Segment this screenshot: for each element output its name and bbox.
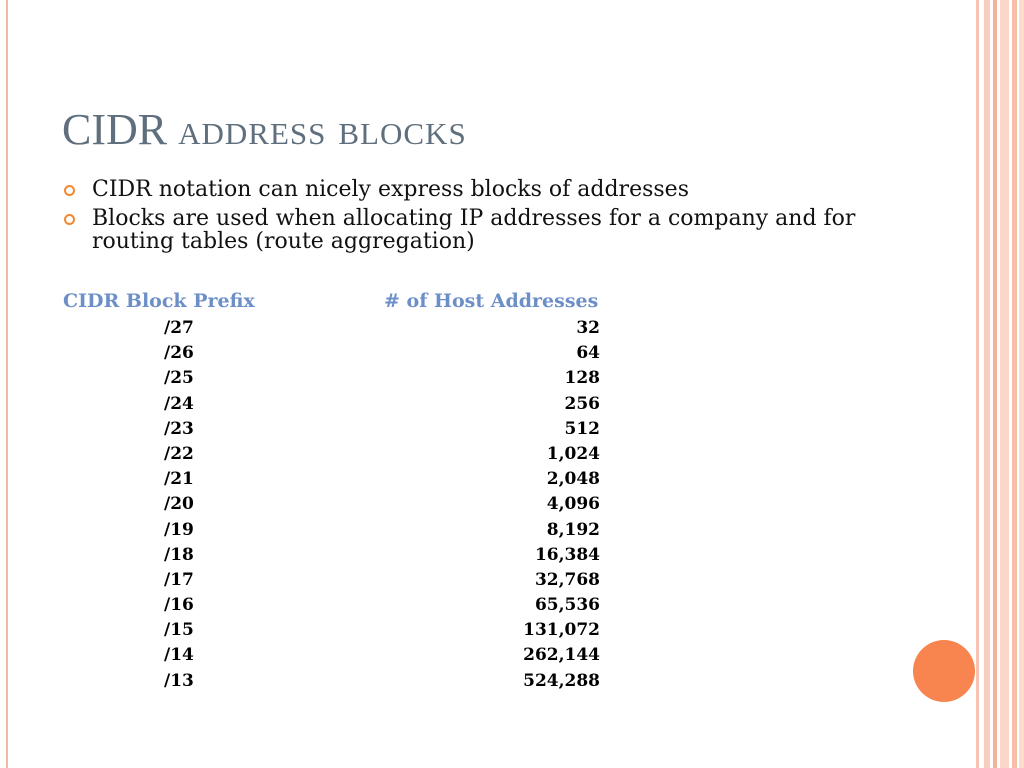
decorative-stripe (1019, 0, 1024, 768)
table-row (0, 568, 700, 593)
prefix-cell: /23 (164, 418, 194, 439)
hosts-cell: 262,144 (523, 645, 600, 666)
prefix-cell: /13 (164, 670, 194, 691)
prefix-cell: /15 (164, 620, 194, 641)
column-header-hosts: # of Host Addresses (384, 290, 599, 312)
decorative-circle (913, 640, 975, 702)
decorative-stripe (1012, 0, 1017, 768)
table-row (0, 341, 700, 366)
hosts-cell: 4,096 (546, 494, 600, 515)
hosts-cell: 128 (564, 368, 600, 389)
table-row (0, 442, 700, 467)
prefix-cell: /18 (164, 544, 194, 565)
column-header-prefix: CIDR Block Prefix (63, 290, 255, 312)
table-row (0, 366, 700, 391)
prefix-cell: /22 (164, 443, 194, 464)
table-row (0, 593, 700, 618)
hosts-cell: 16,384 (534, 544, 600, 565)
prefix-cell: /17 (164, 569, 194, 590)
hosts-cell: 512 (564, 418, 600, 439)
prefix-cell: /26 (164, 343, 194, 364)
hosts-cell: 32,768 (534, 569, 600, 590)
bullet-list (62, 178, 882, 259)
decorative-stripe (976, 0, 979, 768)
table-row (0, 492, 700, 517)
table-row (0, 316, 700, 341)
hosts-cell: 524,288 (523, 670, 600, 691)
prefix-cell: /21 (164, 469, 194, 490)
bullet-text: CIDR notation can nicely express blocks of addresses (92, 177, 689, 202)
bullet-item (62, 207, 882, 253)
decorative-stripe (984, 0, 990, 768)
ring-bullet-icon (64, 214, 75, 225)
prefix-cell: /19 (164, 519, 194, 540)
bullet-text: Blocks are used when allocating IP addresses for a company and for routing tables (route aggregation) (92, 206, 856, 254)
title-rest: address blocks (178, 105, 467, 154)
table-row (0, 518, 700, 543)
bullet-item (62, 178, 882, 201)
table-row (0, 392, 700, 417)
decorative-stripe (1000, 0, 1009, 768)
prefix-cell: /20 (164, 494, 194, 515)
prefix-cell: /16 (164, 595, 194, 616)
hosts-cell: 64 (576, 343, 600, 364)
table-row (0, 669, 700, 694)
hosts-cell: 65,536 (534, 595, 600, 616)
prefix-cell: /27 (164, 318, 194, 338)
prefix-cell: /25 (164, 368, 194, 389)
slide-title (62, 104, 467, 156)
hosts-cell: 256 (564, 393, 600, 414)
hosts-cell: 32 (576, 318, 600, 338)
decorative-stripe (993, 0, 997, 768)
table-row (0, 618, 700, 643)
prefix-cell: /24 (164, 393, 194, 414)
prefix-cell: /14 (164, 645, 194, 666)
hosts-cell: 131,072 (523, 620, 600, 641)
hosts-cell: 2,048 (546, 469, 600, 490)
table-row (0, 417, 700, 442)
table-row (0, 543, 700, 568)
cidr-table (0, 316, 700, 694)
hosts-cell: 8,192 (546, 519, 600, 540)
table-row (0, 467, 700, 492)
table-row (0, 643, 700, 668)
title-main: CIDR (62, 105, 168, 154)
ring-bullet-icon (64, 185, 75, 196)
hosts-cell: 1,024 (546, 443, 600, 464)
